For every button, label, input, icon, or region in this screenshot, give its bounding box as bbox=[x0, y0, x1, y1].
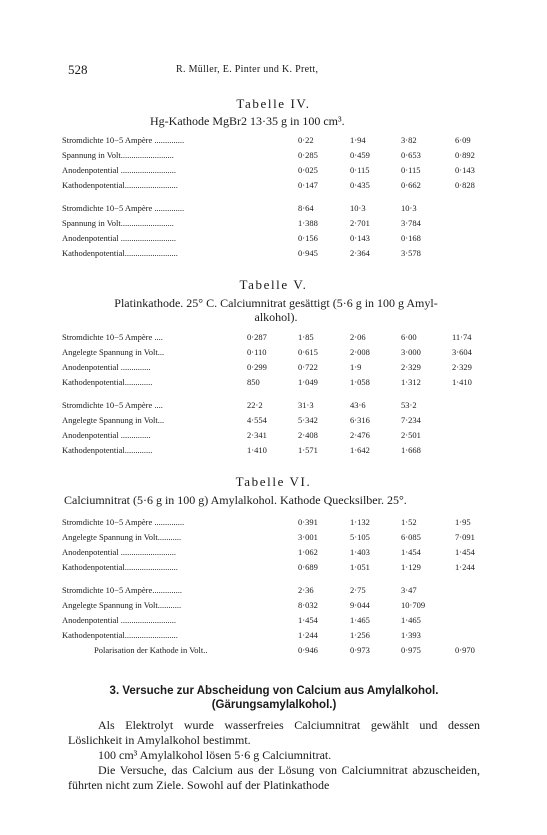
table-row bbox=[62, 428, 502, 443]
table-cell: 0·143 bbox=[350, 233, 370, 243]
row-label: Angelegte Spannung in Volt... bbox=[62, 347, 165, 357]
table-cell: 1·244 bbox=[298, 630, 318, 640]
table-cell: 1·410 bbox=[452, 377, 472, 387]
row-label: Anodenpotential .......................... bbox=[62, 165, 177, 175]
table-cell: 2·06 bbox=[350, 332, 366, 342]
table-cell: 1·95 bbox=[455, 517, 471, 527]
table-cell: 1·668 bbox=[401, 445, 421, 455]
table-cell: 6·00 bbox=[401, 332, 417, 342]
table-cell: 7·091 bbox=[455, 532, 475, 542]
table-row bbox=[62, 246, 502, 261]
table-cell: 1·9 bbox=[350, 362, 362, 372]
table-cell: 3·47 bbox=[401, 585, 417, 595]
table-cell: 1·642 bbox=[350, 445, 370, 455]
row-label: Stromdichte 10−5 Ampère .... bbox=[62, 332, 163, 342]
table-cell: 10·3 bbox=[350, 203, 366, 213]
table-cell: 850 bbox=[247, 377, 260, 387]
table-cell: 6·316 bbox=[350, 415, 370, 425]
table-row bbox=[62, 148, 502, 163]
table-row bbox=[62, 375, 502, 390]
table-row bbox=[62, 443, 502, 458]
row-label: Polarisation der Kathode in Volt.. bbox=[94, 645, 208, 655]
paragraph: Als Elektrolyt wurde wasserfreies Calciumnitrat gewählt und dessen Löslichkeit in Amylalkohol bestimmt. bbox=[68, 718, 480, 747]
table-row bbox=[62, 133, 502, 148]
table-cell: 0·828 bbox=[455, 180, 475, 190]
table-v bbox=[62, 330, 502, 458]
table-cell: 2·501 bbox=[401, 430, 421, 440]
table-cell: 2·408 bbox=[298, 430, 318, 440]
table-cell: 53·2 bbox=[401, 400, 417, 410]
table-v-subtitle bbox=[66, 296, 486, 324]
table-cell: 0·285 bbox=[298, 150, 318, 160]
row-label: Kathodenpotential......................... bbox=[62, 180, 178, 190]
table-row bbox=[62, 515, 502, 530]
page-header bbox=[68, 62, 488, 78]
table-cell: 1·393 bbox=[401, 630, 421, 640]
table-cell: 8·64 bbox=[298, 203, 314, 213]
body-text bbox=[68, 718, 480, 793]
table-cell: 0·973 bbox=[350, 645, 370, 655]
table-cell: 0·892 bbox=[455, 150, 475, 160]
table-vi-subtitle: Calciumnitrat (5·6 g in 100 g) Amylalkohol. Kathode Quecksilber. 25°. bbox=[64, 493, 407, 507]
table-cell: 1·058 bbox=[350, 377, 370, 387]
row-label: Kathodenpotential............. bbox=[62, 445, 153, 455]
table-row bbox=[62, 360, 502, 375]
row-label: Anodenpotential .......................... bbox=[62, 547, 177, 557]
row-label: Angelegte Spannung in Volt... bbox=[62, 415, 165, 425]
row-label: Kathodenpotential......................... bbox=[62, 630, 178, 640]
section-heading bbox=[68, 684, 480, 712]
table-cell: 9·044 bbox=[350, 600, 370, 610]
table-cell: 31·3 bbox=[298, 400, 314, 410]
table-v-subtitle-line1: Platinkathode. 25° C. Calciumnitrat gesättigt (5·6 g in 100 g Amyl- bbox=[114, 296, 438, 310]
block-spacer bbox=[62, 193, 502, 201]
row-label: Anodenpotential .......................... bbox=[62, 615, 177, 625]
table-row bbox=[62, 345, 502, 360]
table-cell: 0·143 bbox=[455, 165, 475, 175]
running-head: R. Müller, E. Pinter und K. Prett, bbox=[176, 64, 319, 75]
table-cell: 2·341 bbox=[247, 430, 267, 440]
table-v-title: Tabelle V. bbox=[239, 277, 308, 292]
row-label: Kathodenpotential......................... bbox=[62, 248, 178, 258]
table-cell: 0·945 bbox=[298, 248, 318, 258]
table-cell: 0·653 bbox=[401, 150, 421, 160]
row-label: Anodenpotential .......................... bbox=[62, 233, 177, 243]
paragraph: Die Versuche, das Calcium aus der Lösung von Calciumnitrat abzuscheiden, führten nicht zum Ziele. Sowohl auf der Platinkathode bbox=[68, 763, 480, 792]
table-row bbox=[62, 545, 502, 560]
table-cell: 0·722 bbox=[298, 362, 318, 372]
table-row bbox=[62, 560, 502, 575]
table-cell: 1·454 bbox=[455, 547, 475, 557]
table-row bbox=[62, 178, 502, 193]
table-cell: 1·454 bbox=[401, 547, 421, 557]
table-row bbox=[62, 201, 502, 216]
table-cell: 22·2 bbox=[247, 400, 263, 410]
table-cell: 43·6 bbox=[350, 400, 366, 410]
table-cell: 2·329 bbox=[401, 362, 421, 372]
table-cell: 1·049 bbox=[298, 377, 318, 387]
row-label: Spannung in Volt......................... bbox=[62, 150, 174, 160]
table-cell: 5·342 bbox=[298, 415, 318, 425]
table-cell: 0·110 bbox=[247, 347, 267, 357]
table-cell: 2·701 bbox=[350, 218, 370, 228]
table-cell: 1·132 bbox=[350, 517, 370, 527]
row-label: Anodenpotential .............. bbox=[62, 430, 151, 440]
block-spacer bbox=[62, 575, 502, 583]
table-cell: 1·062 bbox=[298, 547, 318, 557]
table-cell: 1·244 bbox=[455, 562, 475, 572]
table-cell: 1·571 bbox=[298, 445, 318, 455]
table-cell: 1·454 bbox=[298, 615, 318, 625]
table-iv-subtitle: Hg-Kathode MgBr2 13·35 g in 100 cm³. bbox=[150, 114, 345, 128]
row-label: Anodenpotential .............. bbox=[62, 362, 151, 372]
table-cell: 3·000 bbox=[401, 347, 421, 357]
row-label: Kathodenpotential............. bbox=[62, 377, 153, 387]
row-label: Stromdichte 10−5 Ampère .... bbox=[62, 400, 163, 410]
table-cell: 2·36 bbox=[298, 585, 314, 595]
table-cell: 2·329 bbox=[452, 362, 472, 372]
table-row bbox=[62, 530, 502, 545]
table-cell: 0·689 bbox=[298, 562, 318, 572]
page-number: 528 bbox=[68, 62, 88, 77]
table-cell: 4·554 bbox=[247, 415, 267, 425]
row-label: Kathodenpotential......................... bbox=[62, 562, 178, 572]
row-label: Stromdichte 10−5 Ampère.............. bbox=[62, 585, 183, 595]
table-cell: 0·168 bbox=[401, 233, 421, 243]
table-row bbox=[62, 413, 502, 428]
table-cell: 1·465 bbox=[401, 615, 421, 625]
table-row bbox=[62, 643, 502, 658]
table-cell: 0·147 bbox=[298, 180, 318, 190]
table-cell: 0·299 bbox=[247, 362, 267, 372]
table-row bbox=[62, 216, 502, 231]
row-label: Angelegte Spannung in Volt........... bbox=[62, 532, 182, 542]
table-cell: 0·391 bbox=[298, 517, 318, 527]
table-cell: 0·975 bbox=[401, 645, 421, 655]
table-cell: 1·94 bbox=[350, 135, 366, 145]
table-cell: 1·52 bbox=[401, 517, 417, 527]
table-v-subtitle-line2: alkohol). bbox=[254, 310, 298, 324]
table-cell: 1·129 bbox=[401, 562, 421, 572]
table-cell: 0·287 bbox=[247, 332, 267, 342]
table-cell: 6·09 bbox=[455, 135, 471, 145]
table-cell: 0·115 bbox=[350, 165, 370, 175]
table-vi-title: Tabelle VI. bbox=[235, 474, 312, 489]
table-cell: 3·784 bbox=[401, 218, 421, 228]
table-cell: 1·051 bbox=[350, 562, 370, 572]
table-cell: 1·312 bbox=[401, 377, 421, 387]
table-cell: 0·156 bbox=[298, 233, 318, 243]
table-cell: 6·085 bbox=[401, 532, 421, 542]
table-cell: 1·465 bbox=[350, 615, 370, 625]
table-row bbox=[62, 398, 502, 413]
table-row bbox=[62, 613, 502, 628]
table-cell: 11·74 bbox=[452, 332, 472, 342]
table-cell: 1·403 bbox=[350, 547, 370, 557]
table-cell: 10·3 bbox=[401, 203, 417, 213]
table-cell: 0·22 bbox=[298, 135, 314, 145]
table-cell: 1·388 bbox=[298, 218, 318, 228]
table-cell: 0·025 bbox=[298, 165, 318, 175]
table-cell: 1·256 bbox=[350, 630, 370, 640]
table-cell: 8·032 bbox=[298, 600, 318, 610]
table-cell: 2·476 bbox=[350, 430, 370, 440]
table-cell: 7·234 bbox=[401, 415, 421, 425]
table-cell: 2·75 bbox=[350, 585, 366, 595]
table-cell: 1·85 bbox=[298, 332, 314, 342]
table-cell: 0·435 bbox=[350, 180, 370, 190]
table-iv bbox=[62, 133, 502, 261]
row-label: Stromdichte 10−5 Ampère .............. bbox=[62, 135, 185, 145]
table-row bbox=[62, 163, 502, 178]
table-row bbox=[62, 231, 502, 246]
table-cell: 0·459 bbox=[350, 150, 370, 160]
section-heading-line2: (Gärungsamylalkohol.) bbox=[211, 699, 337, 711]
row-label: Stromdichte 10−5 Ampère .............. bbox=[62, 203, 185, 213]
block-spacer bbox=[62, 390, 502, 398]
table-row bbox=[62, 583, 502, 598]
table-cell: 0·115 bbox=[401, 165, 421, 175]
table-cell: 0·615 bbox=[298, 347, 318, 357]
table-cell: 2·008 bbox=[350, 347, 370, 357]
paragraph: 100 cm³ Amylalkohol lösen 5·6 g Calciumnitrat. bbox=[98, 748, 332, 762]
table-row bbox=[62, 330, 502, 345]
table-cell: 10·709 bbox=[401, 600, 426, 610]
table-cell: 1·410 bbox=[247, 445, 267, 455]
row-label: Angelegte Spannung in Volt........... bbox=[62, 600, 182, 610]
table-cell: 3·82 bbox=[401, 135, 417, 145]
table-vi bbox=[62, 515, 502, 658]
table-cell: 0·946 bbox=[298, 645, 318, 655]
row-label: Stromdichte 10−5 Ampère .............. bbox=[62, 517, 185, 527]
table-cell: 0·662 bbox=[401, 180, 421, 190]
table-row bbox=[62, 598, 502, 613]
table-iv-title: Tabelle IV. bbox=[236, 96, 311, 111]
table-cell: 3·578 bbox=[401, 248, 421, 258]
table-cell: 0·970 bbox=[455, 645, 475, 655]
table-cell: 5·105 bbox=[350, 532, 370, 542]
table-cell: 2·364 bbox=[350, 248, 370, 258]
row-label: Spannung in Volt......................... bbox=[62, 218, 174, 228]
section-heading-line1: 3. Versuche zur Abscheidung von Calcium aus Amylalkohol. bbox=[109, 685, 439, 697]
table-cell: 3·604 bbox=[452, 347, 472, 357]
table-cell: 3·001 bbox=[298, 532, 318, 542]
table-row bbox=[62, 628, 502, 643]
